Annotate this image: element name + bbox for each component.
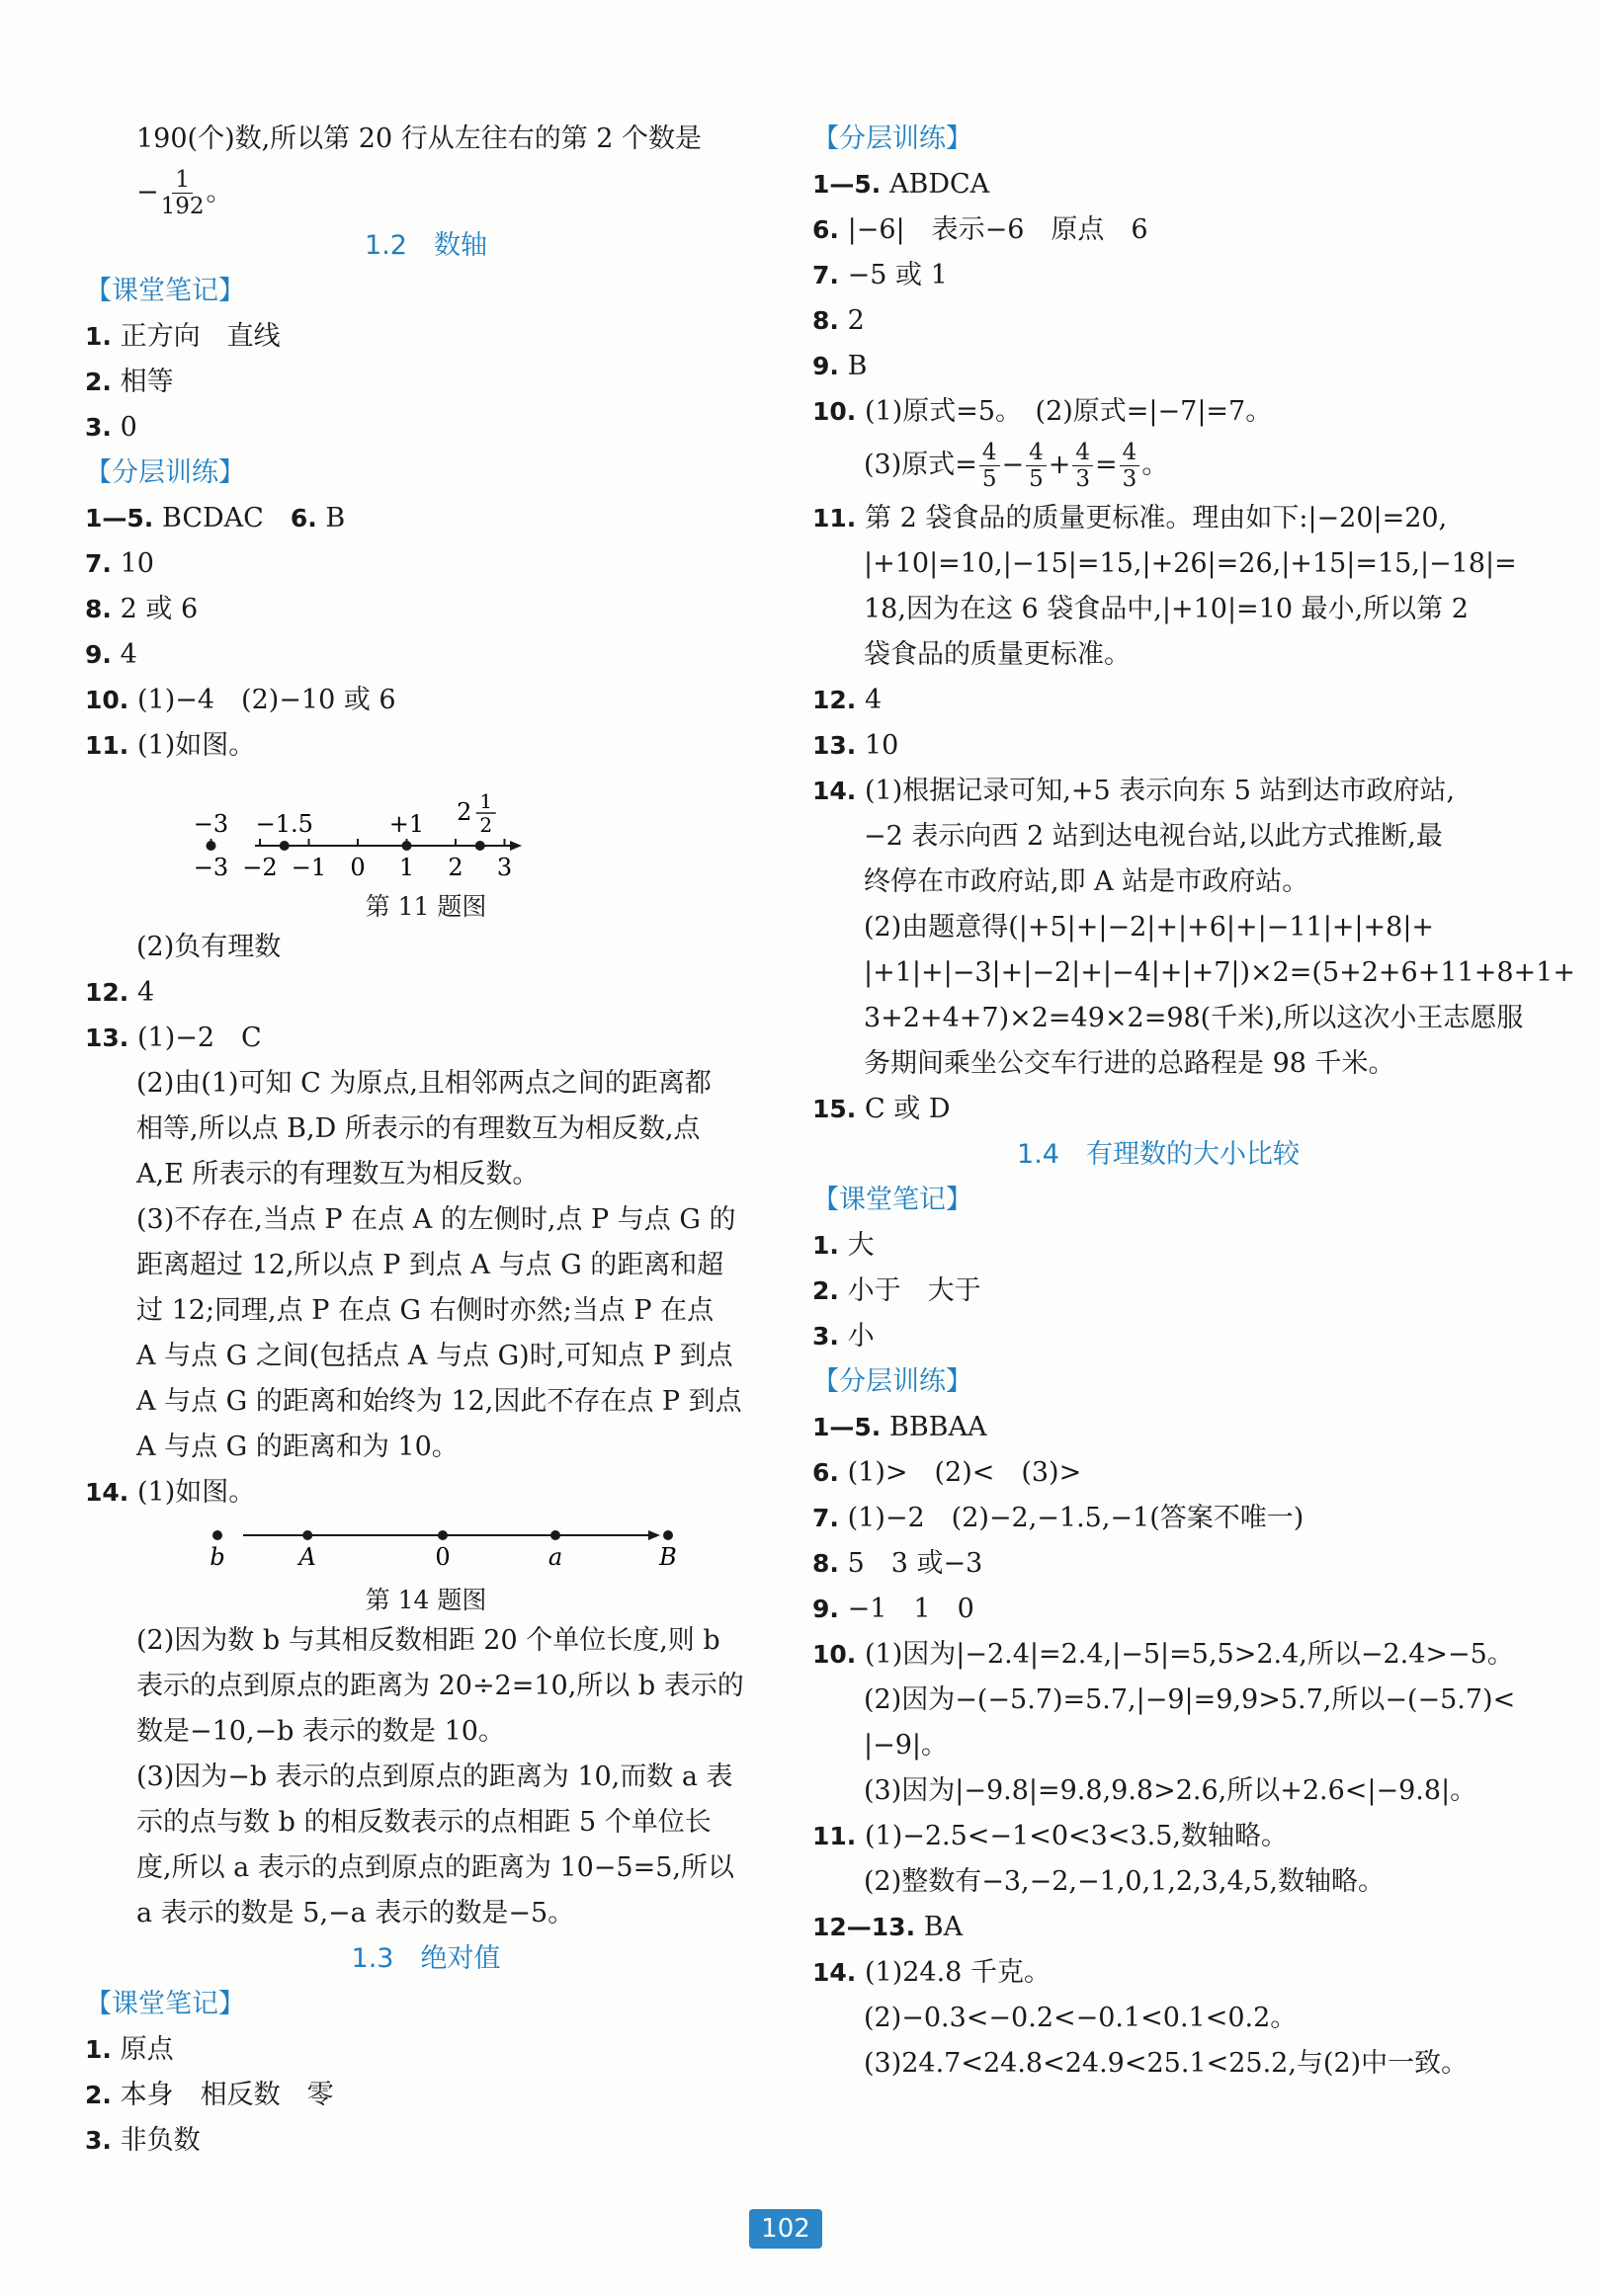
answer-line (812, 1541, 1504, 1587)
answer-text: 小 (847, 1321, 875, 1352)
answer-line (85, 1197, 767, 1243)
answer-text: (1)如图。 (137, 730, 256, 761)
answer-line (85, 1845, 767, 1891)
figure-14 (85, 1516, 767, 1618)
fraction-numerator: 4 (1072, 440, 1093, 466)
answer-text: (2)因为−(−5.7)=5.7,|−9|=9,9>5.7,所以−(−5.7)< (864, 1684, 1516, 1715)
right-column (812, 117, 1575, 2087)
answer-text: (1)因为|−2.4|=2.4,|−5|=5,5>2.4,所以−2.4>−5。 (865, 1639, 1514, 1670)
answer-line (812, 2041, 1504, 2087)
answer-text: −2 表示向西 2 站到达电视台站,以此方式推断,最 (864, 821, 1443, 852)
point-label-denominator: 2 (479, 813, 493, 837)
answer-line (812, 769, 1504, 814)
answer-text: ABDCA (889, 169, 990, 200)
answer-line (85, 2027, 767, 2073)
line-end: 。 (206, 177, 233, 207)
answer-line (85, 1152, 767, 1197)
point-label-whole: 2 (457, 798, 472, 826)
subsection-tag: 【分层训练】 (85, 457, 245, 488)
answer-text: (3)因为−b 表示的点到原点的距离为 10,而数 a 表 (136, 1762, 733, 1792)
answer-text: (1)−4 (2)−10 或 6 (137, 685, 396, 715)
fraction-denominator: 192 (160, 194, 205, 219)
answer-number: 7. (812, 261, 848, 289)
point-label: −3 (193, 810, 229, 838)
answer-line (812, 1450, 1504, 1496)
fraction (1120, 440, 1140, 492)
answer-line (812, 298, 1504, 344)
answer-text: 5 3 或−3 (847, 1548, 983, 1579)
answer-number: 12. (812, 686, 865, 714)
tick-label: 0 (350, 854, 366, 881)
answer-number: 3. (85, 413, 121, 442)
answer-text: 过 12;同理,点 P 在点 G 右侧时亦然;当点 P 在点 (136, 1295, 715, 1326)
answer-text: 0 (120, 412, 137, 443)
answer-line (85, 2118, 767, 2164)
number-line-14 (85, 1516, 767, 1579)
answer-number: 2. (85, 368, 121, 396)
answer-number: 15. (812, 1095, 865, 1123)
answer-number: 14. (812, 777, 865, 805)
answer-number: 8. (812, 306, 848, 335)
answer-text: (2)负有理数 (136, 932, 282, 962)
answer-text: 数是−10,−b 表示的数是 10。 (136, 1716, 505, 1747)
answer-line (85, 1891, 767, 1936)
answer-line (85, 1755, 767, 1800)
fraction-numerator: 4 (1120, 440, 1140, 466)
answer-line (812, 162, 1504, 207)
answer-number: 10. (812, 397, 865, 426)
answer-line (812, 253, 1504, 298)
expr-prefix: (3)原式= (864, 450, 977, 480)
answer-line (812, 1814, 1504, 1859)
answer-line (812, 996, 1524, 1041)
operator: + (1048, 450, 1071, 480)
answer-text: 大 (847, 1230, 875, 1261)
point-dot (402, 841, 412, 851)
answer-line (812, 1723, 1504, 1768)
answer-number: 8. (812, 1549, 848, 1578)
answer-number: 9. (812, 352, 848, 380)
answer-line (85, 2073, 767, 2118)
answer-text: A 与点 G 之间(包括点 A 与点 G)时,可知点 P 到点 (136, 1341, 733, 1371)
point-label: B (659, 1543, 677, 1571)
subsection-tag: 【课堂笔记】 (812, 1185, 972, 1215)
answer-number: 10. (85, 686, 137, 714)
answer-text: 本身 相反数 零 (120, 2080, 334, 2110)
answer-line (85, 360, 767, 405)
answer-text: |−9|。 (864, 1730, 948, 1761)
answer-text: (2)由(1)可知 C 为原点,且相邻两点之间的距离都 (136, 1068, 712, 1099)
answer-line (85, 1470, 767, 1516)
answer-line (812, 1587, 1504, 1632)
answer-line (85, 1334, 767, 1379)
fraction (1026, 440, 1047, 492)
answer-line (812, 1950, 1504, 1996)
point-label: a (547, 1543, 563, 1571)
axis-arrow (648, 1530, 660, 1540)
answer-text: (1)24.8 千克。 (865, 1957, 1051, 1988)
answer-number: 1—5. (812, 1413, 889, 1441)
operator: = (1095, 450, 1118, 480)
answer-number: 12—13. (812, 1913, 924, 1941)
figure-caption: 第 11 题图 (365, 892, 487, 921)
answer-text: (2)由题意得(|+5|+|−2|+|+6|+|−11|+|+8|+ (864, 912, 1435, 943)
answer-line (85, 1016, 767, 1061)
answer-line (85, 1709, 767, 1755)
answer-line (812, 541, 1517, 587)
answer-line (812, 207, 1504, 253)
page-number: 102 (749, 2209, 822, 2249)
answer-text: 2 (847, 305, 865, 336)
answer-number: 6. (812, 215, 848, 244)
answer-number: 9. (812, 1595, 848, 1623)
answer-number: 1—5. (85, 504, 162, 533)
point-dot (280, 841, 290, 851)
answer-line (85, 723, 767, 769)
fraction (1072, 440, 1093, 492)
answer-number: 6. (290, 504, 326, 533)
answer-line (812, 344, 1504, 389)
answer-text: (1)−2 (2)−2,−1.5,−1(答案不唯一) (847, 1503, 1304, 1533)
answer-text: (3)24.7<24.8<24.9<25.1<25.2,与(2)中一致。 (864, 2048, 1469, 2079)
answer-number: 11. (812, 504, 865, 533)
answer-text: 4 (137, 977, 155, 1008)
point-dot (302, 1530, 312, 1540)
tick-label: −1 (291, 854, 327, 881)
left-column (85, 117, 767, 2164)
point-dot (475, 841, 485, 851)
fraction-numerator: 4 (979, 440, 1000, 466)
answer-text: |+10|=10,|−15|=15,|+26|=26,|+15|=15,|−18|= (864, 548, 1517, 579)
answer-line (812, 1269, 1504, 1314)
subsection-tag: 【分层训练】 (812, 1366, 972, 1397)
point-label: +1 (388, 810, 425, 838)
answer-text: A 与点 G 的距离和始终为 12,因此不存在点 P 到点 (136, 1386, 742, 1417)
answer-text: 正方向 直线 (120, 321, 281, 352)
answer-number: 2. (85, 2081, 121, 2109)
answer-number: 13. (85, 1024, 137, 1052)
answer-number: 14. (85, 1478, 137, 1507)
point-label: −1.5 (255, 810, 313, 838)
answer-text: 190(个)数,所以第 20 行从左往右的第 2 个数是 (136, 123, 703, 154)
answer-line (812, 814, 1504, 860)
answer-line (85, 162, 767, 223)
answer-number: 1. (85, 2035, 121, 2064)
answer-line (812, 1996, 1504, 2041)
fraction-denominator: 3 (1075, 466, 1091, 492)
answer-number: 1. (85, 322, 121, 351)
answer-line (812, 1768, 1504, 1814)
answer-text: B (325, 503, 346, 533)
answer-number: 7. (812, 1504, 848, 1532)
answer-text: 2 或 6 (120, 594, 199, 624)
answer-text: −5 或 1 (847, 260, 948, 290)
point-dot (550, 1530, 560, 1540)
answer-line (812, 905, 1504, 950)
answer-text: 表示的点到原点的距离为 20÷2=10,所以 b 表示的 (136, 1671, 744, 1701)
answer-line (85, 1618, 767, 1664)
answer-text: 小于 大于 (847, 1275, 981, 1306)
tick-label: 2 (448, 854, 463, 881)
answer-text: A,E 所表示的有理数互为相反数。 (136, 1159, 540, 1189)
answer-text: 袋食品的质量更标准。 (864, 639, 1131, 670)
fraction-numerator: 4 (1026, 440, 1047, 466)
section-heading: 1.3 绝对值 (351, 1943, 501, 1974)
number-line-11 (85, 769, 767, 885)
answer-text: (3)因为|−9.8|=9.8,9.8>2.6,所以+2.6<|−9.8|。 (864, 1775, 1477, 1806)
answer-text: BA (923, 1912, 964, 1942)
answer-text: 距离超过 12,所以点 P 到点 A 与点 G 的距离和超 (136, 1250, 724, 1280)
answer-line (812, 1905, 1504, 1950)
figure-caption: 第 14 题图 (365, 1586, 487, 1614)
minus-sign: − (136, 177, 159, 207)
answer-line (85, 314, 767, 360)
answer-text: |+1|+|−3|+|−2|+|−4|+|+7|)×2=(5+2+6+11+8+1+ (864, 957, 1575, 988)
answer-text: a 表示的数是 5,−a 表示的数是−5。 (136, 1898, 575, 1928)
point-label: 0 (435, 1543, 451, 1571)
answer-text: 10 (120, 548, 154, 579)
answer-text: 相等,所以点 B,D 所表示的有理数互为相反数,点 (136, 1113, 701, 1144)
answer-number: 11. (85, 731, 137, 760)
answer-text: (1)根据记录可知,+5 表示向东 5 站到达市政府站, (865, 776, 1456, 806)
answer-text: (2)整数有−3,−2,−1,0,1,2,3,4,5,数轴略。 (864, 1866, 1385, 1897)
answer-text: 第 2 袋食品的质量更标准。理由如下:|−20|=20, (865, 503, 1448, 533)
answer-line (812, 860, 1504, 905)
answer-number: 9. (85, 640, 121, 669)
answer-line (812, 1632, 1514, 1678)
answer-line (812, 678, 1504, 723)
answer-number: 14. (812, 1958, 865, 1987)
answer-number: 6. (812, 1458, 848, 1487)
answer-text: 原点 (120, 2034, 174, 2065)
subsection-tag: 【分层训练】 (812, 123, 972, 154)
point-label: b (210, 1543, 225, 1571)
answer-line (85, 1800, 767, 1845)
answer-number: 12. (85, 978, 137, 1007)
line-end: 。 (1141, 450, 1169, 480)
figure-11 (85, 769, 767, 925)
answer-text: A 与点 G 的距离和为 10。 (136, 1432, 459, 1462)
answer-line (812, 1859, 1504, 1905)
subsection-tag: 【课堂笔记】 (85, 276, 245, 306)
point-dot (207, 841, 216, 851)
answer-text: (2)−0.3<−0.2<−0.1<0.1<0.2。 (864, 2003, 1298, 2033)
answer-text: BBBAA (889, 1412, 987, 1442)
answer-text: (1)> (2)< (3)> (847, 1457, 1082, 1488)
answer-text: 18,因为在这 6 袋食品中,|+10|=10 最小,所以第 2 (864, 594, 1469, 624)
answer-line (812, 435, 1504, 496)
answer-text: 终停在市政府站,即 A 站是市政府站。 (864, 866, 1309, 897)
answer-number: 13. (812, 731, 865, 760)
answer-line (812, 1223, 1504, 1269)
point-dot (212, 1530, 222, 1540)
answer-text: 10 (865, 730, 899, 761)
answer-line (812, 723, 1504, 769)
answer-text: (1)−2.5<−1<0<3<3.5,数轴略。 (865, 1821, 1288, 1851)
answer-number: 8. (85, 595, 121, 623)
section-heading: 1.2 数轴 (365, 230, 487, 261)
answer-text: 非负数 (120, 2125, 201, 2156)
answer-number: 3. (812, 1322, 848, 1351)
answer-text: (1)−2 C (137, 1023, 262, 1053)
answer-line (85, 117, 767, 162)
answer-line (812, 496, 1504, 541)
answer-text: −1 1 0 (847, 1594, 974, 1624)
answer-text: |−6| 表示−6 原点 6 (847, 214, 1148, 245)
tick-label: −3 (193, 854, 229, 881)
answer-line (812, 950, 1575, 996)
point-dot (663, 1530, 673, 1540)
tick-label: 1 (398, 854, 415, 881)
section-heading: 1.4 有理数的大小比较 (1017, 1139, 1300, 1170)
answer-text: (2)因为数 b 与其相反数相距 20 个单位长度,则 b (136, 1625, 720, 1656)
answer-text: 3+2+4+7)×2=49×2=98(千米),所以这次小王志愿服 (864, 1003, 1524, 1033)
answer-line (85, 405, 767, 451)
answer-text: (1)如图。 (137, 1477, 256, 1508)
axis-arrow (510, 841, 522, 851)
fraction-denominator: 5 (981, 466, 997, 492)
tick-label: −2 (242, 854, 278, 881)
answer-line (85, 541, 767, 587)
answer-line (812, 587, 1504, 632)
answer-line (85, 1288, 767, 1334)
answer-line (85, 1425, 767, 1470)
answer-number: 11. (812, 1822, 865, 1850)
answer-line (85, 1107, 767, 1152)
answer-line (85, 1379, 767, 1425)
fraction-denominator: 3 (1122, 466, 1137, 492)
answer-number: 7. (85, 549, 121, 578)
answer-line (85, 678, 767, 723)
fraction-denominator: 5 (1029, 466, 1044, 492)
answer-line (85, 970, 767, 1016)
point-label: A (298, 1543, 316, 1571)
answer-text: BCDAC (162, 503, 291, 533)
answer-text: 务期间乘坐公交车行进的总路程是 98 千米。 (864, 1048, 1395, 1079)
answer-line (812, 1678, 1516, 1723)
answer-line (812, 632, 1504, 678)
subsection-tag: 【课堂笔记】 (85, 1989, 245, 2019)
answer-line (85, 1061, 767, 1107)
answer-line (812, 1405, 1504, 1450)
fraction (161, 167, 205, 219)
answer-number: 1—5. (812, 170, 889, 199)
answer-line (85, 496, 767, 541)
answer-line (812, 1496, 1504, 1541)
answer-line (812, 1314, 1504, 1359)
answer-line (812, 389, 1504, 435)
answer-text: 示的点与数 b 的相反数表示的点相距 5 个单位长 (136, 1807, 712, 1838)
answer-number: 1. (812, 1231, 848, 1260)
answer-text: C 或 D (865, 1094, 951, 1124)
answer-number: 3. (85, 2126, 121, 2155)
point-label-numerator: 1 (479, 789, 493, 813)
fraction-numerator: 1 (172, 167, 193, 194)
answer-number: 10. (812, 1640, 865, 1669)
answer-number: 2. (812, 1276, 848, 1305)
answer-line (85, 632, 767, 678)
answer-text: (3)不存在,当点 P 在点 A 的左侧时,点 P 与点 G 的 (136, 1204, 736, 1235)
operator: − (1001, 450, 1025, 480)
answer-line (85, 925, 767, 970)
answer-text: 度,所以 a 表示的点到原点的距离为 10−5=5,所以 (136, 1852, 734, 1883)
answer-line (85, 587, 767, 632)
answer-text: B (847, 351, 868, 381)
point-dot (438, 1530, 448, 1540)
answer-line (85, 1243, 767, 1288)
answer-text: 4 (120, 639, 137, 670)
answer-text: (1)原式=5。 (2)原式=|−7|=7。 (865, 396, 1273, 427)
answer-text: 相等 (120, 367, 174, 397)
fraction (979, 440, 1000, 492)
answer-text: 4 (865, 685, 883, 715)
answer-line (812, 1041, 1504, 1087)
answer-line (812, 1087, 1504, 1132)
answer-line (85, 1664, 767, 1709)
tick-label: 3 (496, 854, 513, 881)
